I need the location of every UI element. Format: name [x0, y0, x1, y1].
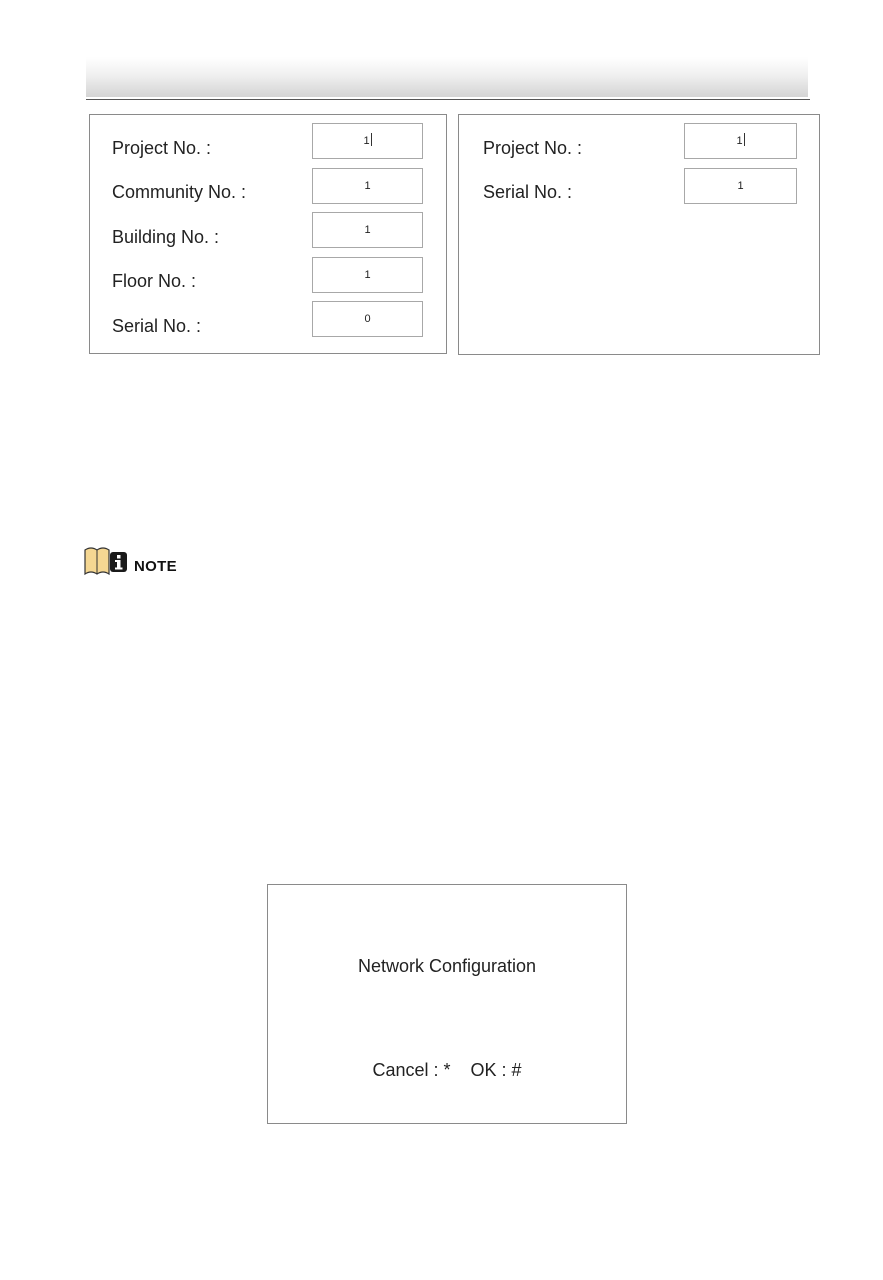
building-no-field[interactable] — [312, 212, 423, 248]
serial-no-value: 0 — [364, 313, 371, 325]
text-cursor — [744, 133, 745, 146]
info-note-icon — [83, 546, 132, 576]
header-rule — [86, 99, 810, 100]
serial-no-label: Serial No. : — [112, 316, 202, 336]
project-no-value: 1 — [736, 135, 743, 147]
floor-no-field[interactable] — [312, 257, 423, 293]
floor-no-value: 1 — [364, 269, 371, 281]
cancel-hint[interactable]: Cancel : * — [372, 1060, 451, 1080]
project-no-label: Project No. : — [483, 138, 583, 158]
serial-no-field[interactable] — [684, 168, 797, 204]
ok-hint[interactable]: OK : # — [470, 1060, 522, 1080]
dialog-title: Network Configuration — [357, 956, 537, 976]
page-header-bar — [86, 57, 808, 97]
building-no-label: Building No. : — [112, 227, 220, 247]
project-no-field[interactable] — [312, 123, 423, 159]
serial-no-field[interactable] — [312, 301, 423, 337]
indoor-station-settings-panel — [89, 114, 447, 354]
text-cursor — [371, 133, 372, 146]
project-no-label: Project No. : — [112, 138, 212, 158]
project-no-field[interactable] — [684, 123, 797, 159]
dialog-actions — [268, 1059, 626, 1081]
community-no-label: Community No. : — [112, 182, 247, 202]
network-configuration-dialog — [267, 884, 627, 1124]
community-no-field[interactable] — [312, 168, 423, 204]
building-no-value: 1 — [364, 224, 371, 236]
project-no-value: 1 — [363, 135, 370, 147]
community-no-value: 1 — [364, 180, 371, 192]
serial-no-label: Serial No. : — [483, 182, 573, 202]
door-station-settings-panel — [458, 114, 820, 355]
serial-no-value: 1 — [737, 180, 744, 192]
floor-no-label: Floor No. : — [112, 271, 197, 291]
note-label: NOTE — [134, 558, 177, 575]
